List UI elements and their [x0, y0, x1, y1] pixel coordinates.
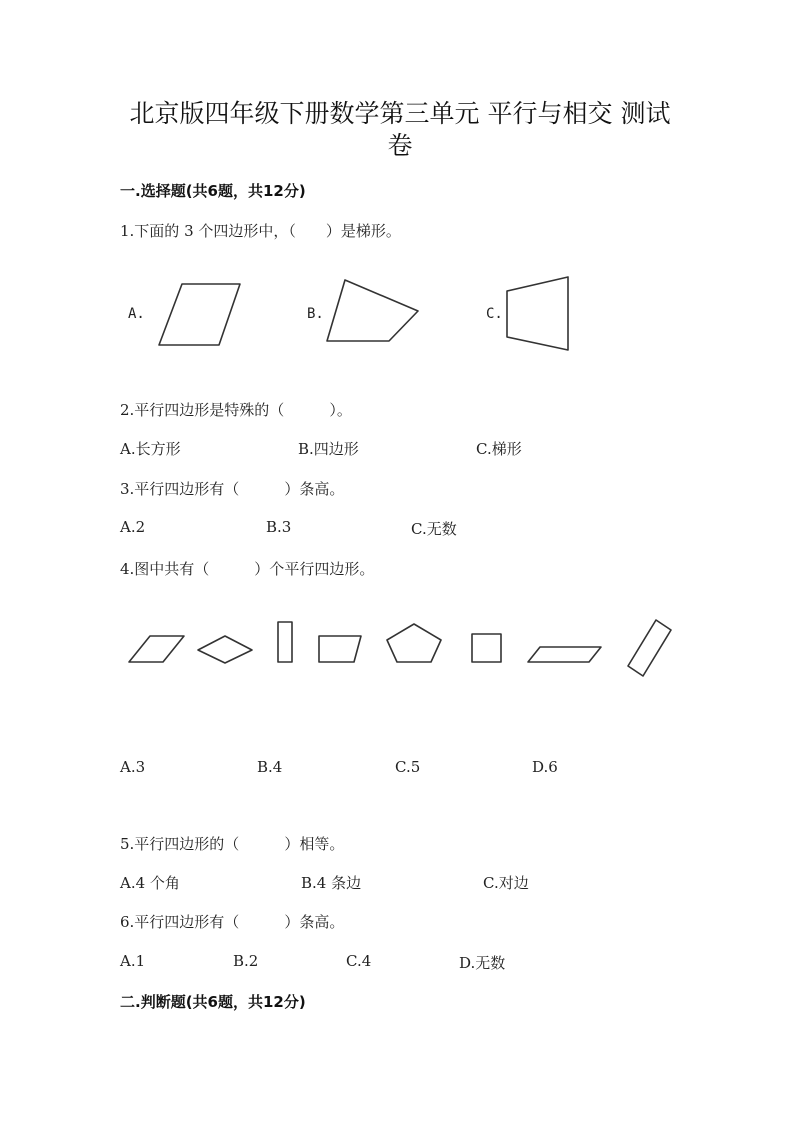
q4-option-b: B.4 [257, 758, 283, 776]
q6-option-a: A.1 [120, 952, 146, 970]
q2-option-c: C.梯形 [476, 440, 522, 458]
q4-shape-trapezoid [319, 636, 361, 662]
q3-option-c: C.无数 [411, 520, 457, 538]
q6-option-b: B.2 [233, 952, 259, 970]
question-4-text: 4.图中共有（ ）个平行四边形。 [120, 560, 375, 578]
question-3-text: 3.平行四边形有（ ）条高。 [120, 480, 345, 498]
q4-option-d: D.6 [532, 758, 558, 776]
q5-option-c: C.对边 [483, 874, 529, 892]
question-1-text: 1.下面的 3 个四边形中，（ ）是梯形。 [120, 222, 401, 240]
q3-option-a: A.2 [120, 518, 146, 536]
q6-option-c: C.4 [346, 952, 372, 970]
q4-option-a: A.3 [120, 758, 146, 776]
q3-option-b: B.3 [266, 518, 292, 536]
q1-shape-label-a: A. [128, 306, 145, 322]
q5-option-b: B.4 条边 [301, 874, 362, 892]
q5-option-a: A.4 个角 [120, 874, 180, 892]
q2-option-a: A.长方形 [120, 440, 181, 458]
q4-shape-pentagon [387, 624, 441, 662]
q4-shape-square [472, 634, 501, 662]
question-5-text: 5.平行四边形的（ ）相等。 [120, 835, 345, 853]
q6-option-d: D.无数 [459, 954, 506, 972]
section-judge-heading: 二.判断题(共6题，共12分) [120, 993, 306, 1011]
title-line-2: 卷 [387, 131, 413, 160]
q4-option-c: C.5 [395, 758, 421, 776]
q4-shape-rhombus [198, 636, 252, 663]
q4-shape-tall-rectangle [278, 622, 292, 662]
question-6-text: 6.平行四边形有（ ）条高。 [120, 913, 345, 931]
q1-shape-label-c: C. [486, 306, 503, 322]
q4-shape-parallelogram-1 [129, 636, 184, 662]
q4-shape-slanted-rectangle [628, 620, 671, 676]
title-line-1: 北京版四年级下册数学第三单元 平行与相交 测试 [129, 99, 671, 128]
q2-option-b: B.四边形 [298, 440, 359, 458]
q4-shape-parallelogram-2 [528, 647, 601, 662]
section-choice-heading: 一.选择题(共6题，共12分) [120, 182, 306, 200]
question-2-text: 2.平行四边形是特殊的（ ）。 [120, 401, 352, 419]
q1-shape-label-b: B. [307, 306, 324, 322]
